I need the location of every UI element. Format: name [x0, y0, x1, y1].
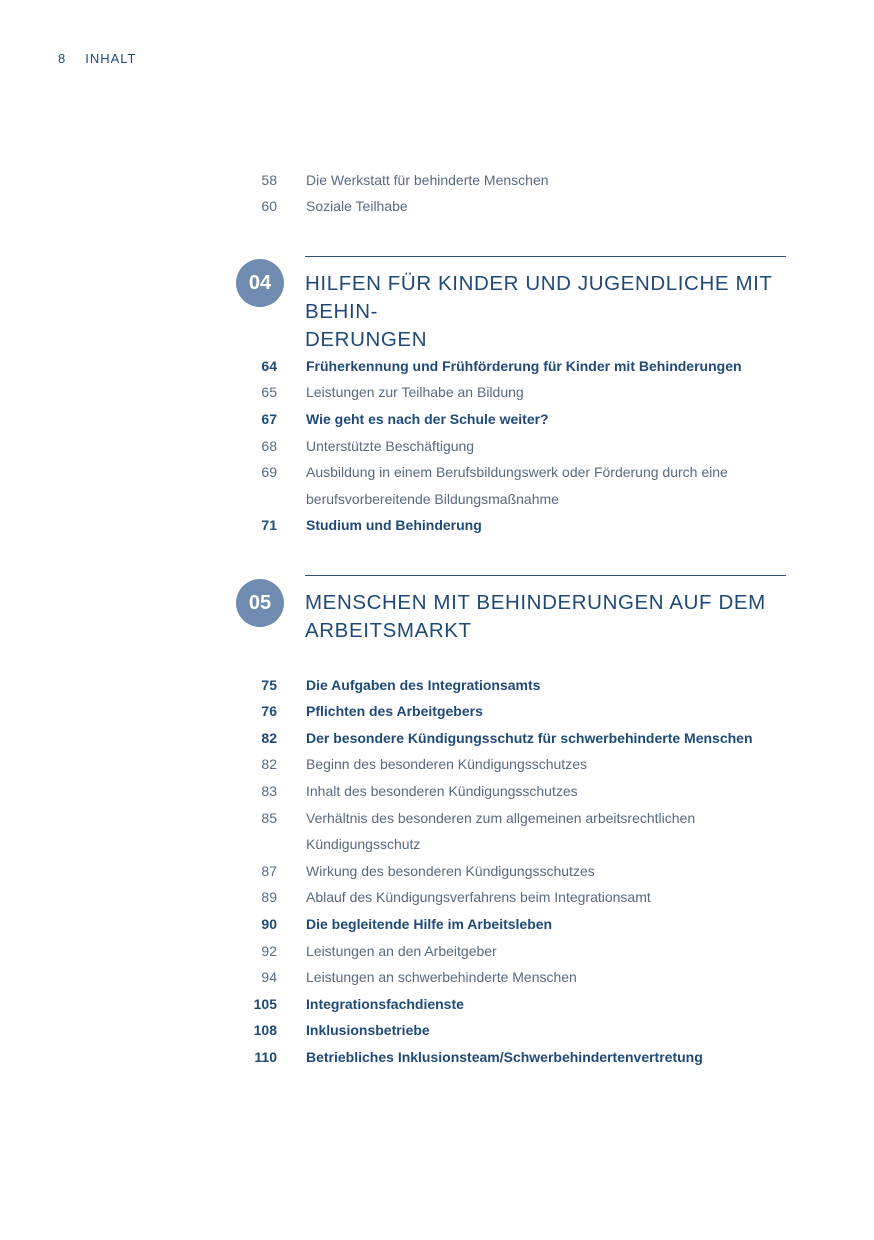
toc-entry[interactable]: [0, 517, 874, 544]
toc-page-number: 82: [261, 730, 277, 746]
toc-entry-title: Soziale Teilhabe: [306, 198, 408, 214]
toc-page-number: 87: [261, 863, 277, 879]
toc-entry[interactable]: [0, 969, 874, 996]
toc-entry-title: Integrationsfachdienste: [306, 996, 464, 1012]
toc-entry-continuation[interactable]: [0, 836, 874, 863]
toc-entry-title: Die Werkstatt für behinderte Menschen: [306, 172, 549, 188]
toc-entry[interactable]: [0, 863, 874, 890]
toc-entry-title: Die begleitende Hilfe im Arbeitsleben: [306, 916, 553, 932]
toc-entry-title: Inklusionsbetriebe: [306, 1022, 430, 1038]
toc-entry[interactable]: [0, 438, 874, 465]
toc-entry[interactable]: [0, 810, 874, 837]
toc-entry-title: Pflichten des Arbeitgebers: [306, 703, 483, 719]
toc-entry-title: berufsvorbereitende Bildungsmaßnahme: [306, 491, 559, 507]
toc-page-number: 90: [261, 916, 277, 932]
chapter-title-line: HILFEN FÜR KINDER UND JUGENDLICHE MIT BEHIN-: [305, 272, 773, 323]
toc-entry-title: Betriebliches Inklusionsteam/Schwerbehindertenvertretung: [306, 1049, 703, 1065]
toc-entry-title: Inhalt des besonderen Kündigungsschutzes: [306, 783, 578, 799]
toc-entry[interactable]: [0, 756, 874, 783]
toc-page-number: 67: [261, 411, 277, 427]
toc-page-number: 68: [261, 438, 277, 454]
toc-page-number: 92: [261, 943, 277, 959]
toc-entry[interactable]: [0, 172, 874, 199]
toc-entry-title: Leistungen an schwerbehinderte Menschen: [306, 969, 577, 985]
chapter-number-badge: 04: [236, 259, 284, 307]
toc-entry[interactable]: [0, 384, 874, 411]
chapter-divider: [305, 575, 786, 576]
toc-page-number: 75: [261, 677, 277, 693]
toc-entry-title: Leistungen an den Arbeitgeber: [306, 943, 497, 959]
toc-entry-title: Ausbildung in einem Berufsbildungswerk oder Förderung durch eine: [306, 464, 728, 480]
toc-entry-title: Früherkennung und Frühförderung für Kinder mit Behinderungen: [306, 358, 742, 374]
toc-page-number: 94: [261, 969, 277, 985]
toc-entry-title: Verhältnis des besonderen zum allgemeinen arbeitsrechtlichen: [306, 810, 696, 826]
toc-entry[interactable]: [0, 996, 874, 1023]
toc-entry[interactable]: [0, 889, 874, 916]
toc-page-number: 82: [261, 756, 277, 772]
toc-entry-title: Leistungen zur Teilhabe an Bildung: [306, 384, 524, 400]
toc-entry[interactable]: [0, 358, 874, 385]
toc-entry-continuation[interactable]: [0, 491, 874, 518]
toc-page-number: 105: [253, 996, 277, 1012]
toc-page-number: 83: [261, 783, 277, 799]
toc-page-number: 108: [253, 1022, 277, 1038]
toc-page-number: 89: [261, 889, 277, 905]
chapter-number-badge: 05: [236, 579, 284, 627]
toc-page-number: 76: [261, 703, 277, 719]
toc-entry-title: Wirkung des besonderen Kündigungsschutzes: [306, 863, 595, 879]
toc-entry[interactable]: [0, 464, 874, 491]
toc-entry[interactable]: [0, 916, 874, 943]
toc-entry[interactable]: [0, 943, 874, 970]
toc-entry-title: Kündigungsschutz: [306, 836, 421, 852]
toc-entry-title: Studium und Behinderung: [306, 517, 482, 533]
toc-entry[interactable]: [0, 1049, 874, 1076]
toc-entry[interactable]: [0, 411, 874, 438]
chapter-title-line: ARBEITSMARKT: [305, 619, 472, 642]
toc-page-number: 110: [254, 1049, 277, 1065]
toc-entry-title: Beginn des besonderen Kündigungsschutzes: [306, 756, 587, 772]
toc-page-number: 60: [261, 198, 277, 214]
toc-entry[interactable]: [0, 1022, 874, 1049]
toc-page-number: 69: [261, 464, 277, 480]
chapter-title: [305, 270, 790, 354]
chapter-title-line: MENSCHEN MIT BEHINDERUNGEN AUF DEM: [305, 591, 766, 614]
toc-entry-title: Wie geht es nach der Schule weiter?: [306, 411, 549, 427]
toc-page-number: 58: [261, 172, 277, 188]
toc-entry-title: Der besondere Kündigungsschutz für schwerbehinderte Menschen: [306, 730, 753, 746]
page-header: [58, 51, 137, 66]
toc-entry[interactable]: [0, 198, 874, 225]
toc-page-number: 71: [261, 517, 277, 533]
page-number: 8: [58, 51, 66, 66]
chapter-title: [305, 589, 790, 645]
toc-entry[interactable]: [0, 677, 874, 704]
toc-entry-title: Die Aufgaben des Integrationsamts: [306, 677, 541, 693]
toc-entry[interactable]: [0, 703, 874, 730]
section-title: INHALT: [85, 51, 137, 66]
toc-entry[interactable]: [0, 730, 874, 757]
toc-entry-title: Unterstützte Beschäftigung: [306, 438, 475, 454]
toc-page-number: 85: [261, 810, 277, 826]
chapter-divider: [305, 256, 786, 257]
toc-page-number: 64: [261, 358, 277, 374]
toc-page-number: 65: [261, 384, 277, 400]
toc-entry-title: Ablauf des Kündigungsverfahrens beim Integrationsamt: [306, 889, 651, 905]
chapter-title-line: DERUNGEN: [305, 328, 428, 351]
toc-entry[interactable]: [0, 783, 874, 810]
